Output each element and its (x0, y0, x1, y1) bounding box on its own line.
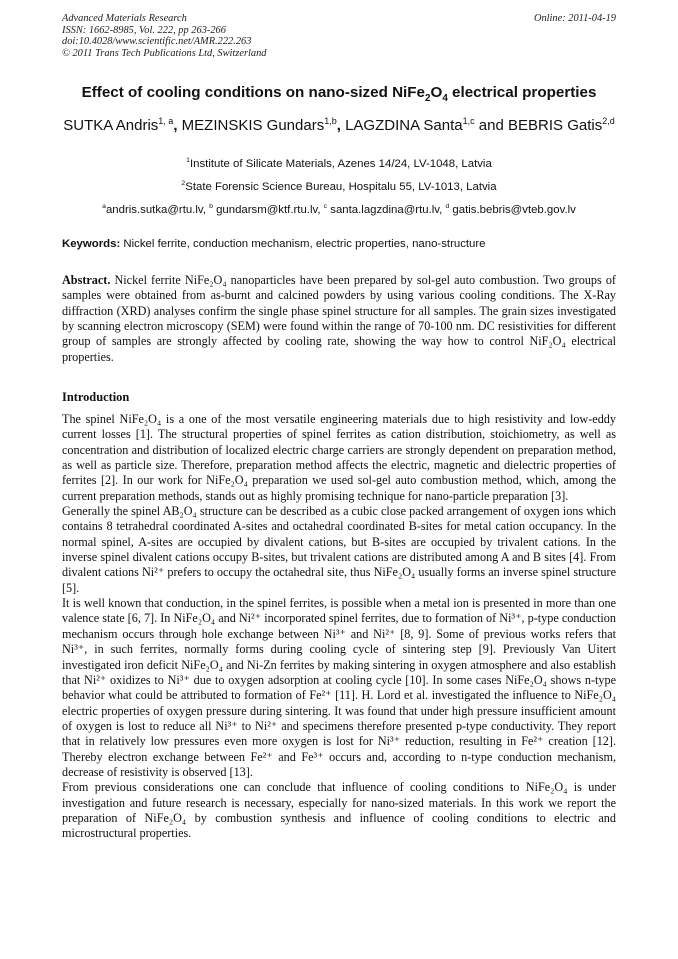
journal-name: Advanced Materials Research (62, 13, 187, 24)
author-name: LAGZDINA Santa (345, 117, 463, 134)
body-paragraph: It is well known that conduction, in the spinel ferrites, is possible when a metal ion is presented in more than one valence state [6, 7]. In NiFe₂O₄ and Ni²⁺ incorporated spinel ferrites, due to formation of Ni³⁺, p-type conduction mechanism occurs through hole exchange between Ni³⁺ and Ni²⁺ [8, 9]. Some of previous works refers that Ni³⁺, in such ferrites, normally forms during cooling cycle of sintering step [9]. Previously Van Uitert investigated iron deficit NiFe₂O₄ and Ni-Zn ferrites by making sintering in oxygen atmosphere and also establish that Ni²⁺ oxidizes to Ni³⁺ due to oxygen adsorption at cooling cycle [10]. In some cases NiFe₂O₄ shows n-type behavior what could be attributed to formation of Fe²⁺ [11]. H. Lord et al. investigated the influence to NiFe₂O₄ electric properties of oxygen pressure during sintering. It was found that under high pressure insufficient amount of oxygen is lost to reduce all Ni³⁺ to Ni²⁺ and specimens therefore presented p-type conductivity. They report that in relatively low pressures even more oxygen is lost for Ni³⁺ reduction, resulting in Fe²⁺ creation [12]. Thereby electron exchange between Fe²⁺ and Fe³⁺ occurs and, according to n-type conduction mechanism, decrease of resistivity is observed [13]. (62, 596, 616, 779)
journal-header (62, 13, 616, 59)
body-paragraph: The spinel NiFe₂O₄ is a one of the most versatile engineering materials due to high resistivity and low-eddy current losses [1]. The structural properties of spinel ferrites as cation distribution, stoichiometry, as well as concentration and distribution of localized electric charge carriers are strongly dependent on preparation method, as well as particle size. Therefore, preparation method affects the electric, magnetic and dielectric properties of ferrites [2]. In our work for NiFe₂O₄ preparation we used sol-gel auto combustion method, which, among the current preparation methods, stands out as highly promising technique for nano-particle preparation [3]. (62, 412, 616, 503)
affiliation-1: $^1$Institute of Silicate Materials, Azenes 14/24, LV-1048, Latvia (186, 157, 492, 170)
section-heading-introduction: Introduction (62, 390, 130, 404)
body-paragraph: From previous considerations one can conclude that influence of cooling conditions to NiFe₂O₄ is under investigation and future research is necessary, especially for nano-sized materials. In this work we report the preparation of NiFe₂O₄ by combustion synthesis and influence of cooling conditions to electric and microstructural properties. (62, 780, 616, 841)
email-link[interactable]: gundarsm@ktf.rtu.lv, (212, 204, 324, 216)
issn-line: ISSN: 1662-8985, Vol. 222, pp 263-266 (62, 24, 226, 36)
affiliation-2: $^2$State Forensic Science Bureau, Hospitalu 55, LV-1013, Latvia (181, 180, 497, 193)
paper-title: Effect of cooling conditions on nano-sized $NiFe_2O_4$ electrical properties (81, 84, 597, 105)
introduction-body (62, 412, 616, 842)
email-link[interactable]: gatis.bebris@vteb.gov.lv (449, 204, 576, 216)
author-list: SUTKA Andris$^{1, a}$, MEZINSKIS Gundars$^{1,b}$, LAGZDINA Santa$^{1,c}$ and BEBRIS Gatis$^{2,d}$ (63, 116, 615, 134)
email-link[interactable]: andris.sutka@rtu.lv, (105, 204, 210, 216)
email-link[interactable]: santa.lagzdina@rtu.lv, (327, 204, 446, 216)
author-name: BEBRIS Gatis (508, 117, 603, 134)
keywords-label: Keywords: (62, 238, 121, 250)
author-name: SUTKA Andris (63, 117, 159, 134)
abstract-text: Nickel ferrite NiFe₂O₄ nanoparticles have been prepared by sol-gel auto combustion. Two groups of samples were obtained from as-burnt and calcined powders by using various cooling conditions. The X-Ray diffraction (XRD) analyses confirm the single phase spinel structure for all samples. The grain sizes investigated by scanning electron microscopy (SEM) were found within the range of 70-100 nm. DC resistivities for different group of samples are strongly affected by cooling rate, showing the way how to control NiF₂O₄ electrical properties. (62, 273, 616, 364)
author-name: MEZINSKIS Gundars (181, 117, 325, 134)
keywords-text: Nickel ferrite, conduction mechanism, electric properties, nano-structure (120, 238, 486, 250)
email-list: $^a$andris.sutka@rtu.lv, $^b$ gundarsm@ktf.rtu.lv, $^c$ santa.lagzdina@rtu.lv, $^d$ gatis.bebris@vteb.gov.lv (102, 203, 576, 216)
doi-line: doi:10.4028/www.scientific.net/AMR.222.263 (62, 36, 252, 48)
keywords-line (62, 237, 486, 251)
abstract-label: Abstract. (62, 273, 111, 287)
copyright-line: © 2011 Trans Tech Publications Ltd, Switzerland (62, 47, 267, 59)
abstract-paragraph (62, 273, 616, 365)
body-paragraph: Generally the spinel AB₂O₄ structure can be described as a cubic close packed arrangement of oxygen ions which contains 8 tetrahedral coordinated A-sites and octahedral coordinated B-sites for metal cation occupancy. In the normal spinel, A-sites are occupied by divalent cations, but B-sites are occupied by trivalent cations. In the inverse spinel divalent cations occupy B-sites, but trivalent cations are distributed among A and B sites [4]. From divalent cations Ni²⁺ prefers to occupy the octahedral site, thus NiFe₂O₄ usually forms an inverse spinel structure [5]. (62, 504, 616, 595)
online-date: Online: 2011-04-19 (533, 13, 616, 24)
